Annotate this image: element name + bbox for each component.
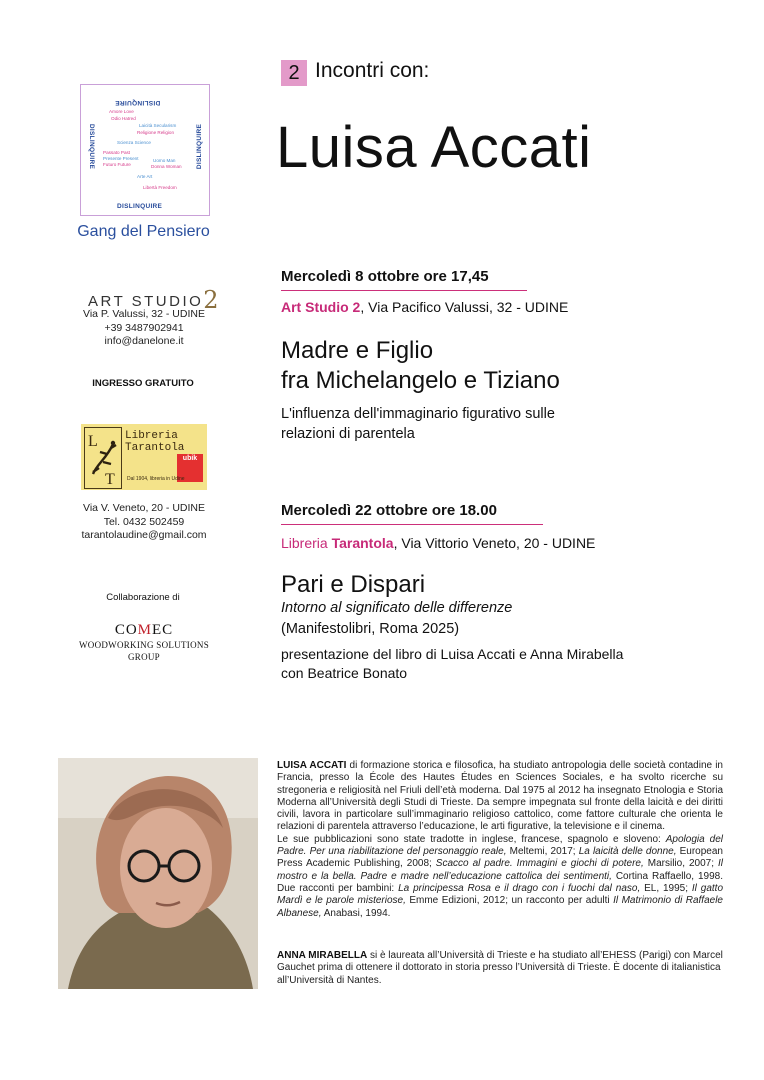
art-studio-address: Via P. Valussi, 32 - UDINE (83, 308, 205, 320)
event1-venue: Art Studio 2, Via Pacifico Valussi, 32 - UDINE (281, 299, 569, 315)
libreria-since-text: Dal 1904, libreria in Udine (127, 476, 185, 482)
event1-title-line1: Madre e Figlio (281, 337, 434, 364)
lt-monogram-icon (84, 427, 122, 489)
libreria-phone: Tel. 0432 502459 (103, 515, 185, 528)
event2-presentation (281, 645, 623, 683)
art-studio-logo-text: ART STUDIO (88, 293, 204, 310)
event2-date-underline (281, 524, 543, 525)
event1-subtitle (281, 404, 555, 444)
logo-word: Amore Love (109, 109, 134, 114)
libreria-address: Via V. Veneto, 20 - UDINE (83, 502, 205, 514)
event2-date: Mercoledì 22 ottobre ore 18.00 (281, 502, 497, 519)
event1-date-underline (281, 290, 527, 291)
logo-word: Odio Hatred (111, 116, 136, 121)
dislinquire-label-top: DISLINQUIRE (115, 99, 161, 106)
logo-word: Passato Past (103, 150, 131, 155)
event2-title: Pari e Dispari (281, 571, 426, 598)
free-entry-label: INGRESSO GRATUITO (92, 378, 194, 389)
art-studio-logo-number: 2 (203, 286, 219, 314)
event1-subtitle-line1: L'influenza dell'immaginario figurativo sulle (281, 406, 555, 422)
gang-del-pensiero-label: Gang del Pensiero (77, 223, 210, 240)
bio-anna-mirabella: ANNA MIRABELLA si è laureata all’Università di Trieste e ha studiato all’EHESS (Parigi) con Marcel Gauchet prima di ottenere il dottorato in storia presso l’Università di Trieste. È docente di italianistica all’Università di Nantes. (277, 950, 723, 986)
libreria-tarantola-logo (81, 424, 207, 490)
logo-word: Donna Woman (151, 164, 182, 169)
bio-accati-p1: LUISA ACCATI di formazione storica e filosofica, ha studiato antropologia delle società contadine in Francia, presso la École des Hautes Études en Sciences Sociales, e ha svolto ricerche su stregoneria e religiosità nel Friuli dell’età moderna. Dal 1975 al 2012 ha insegnato Etnologia e Storia Moderna all’Università degli Studi di Trieste. Da sempre impegnata sul fronte della laicità e dei diritti civili, lavora in particolare sull’immaginario religioso cattolico, come fattore culturale che orienta le relazioni di parentela attraverso l’educazione, le arti figurative, la televisione e il cinema. (277, 760, 723, 833)
logo-word: Laicità Secularism (139, 123, 177, 128)
speaker-name-title: Luisa Accati (276, 115, 592, 180)
event1-subtitle-line2: relazioni di parentela (281, 426, 415, 442)
art-studio-contacts (70, 308, 218, 349)
event1-date: Mercoledì 8 ottobre ore 17,45 (281, 268, 489, 285)
logo-word: Scienza Science (117, 140, 151, 145)
event2-presentation-line1: presentazione del libro di Luisa Accati e Anna Mirabella (281, 646, 624, 662)
logo-word: Religione Religion (137, 130, 175, 135)
comec-logo-group: GROUP (127, 652, 160, 662)
libreria-email: tarantolaudine@gmail.com (81, 529, 207, 541)
dislinquire-label-bottom: DISLINQUIRE (117, 203, 163, 210)
svg-text:T: T (105, 471, 115, 488)
event2-venue: Libreria Tarantola, Via Vittorio Veneto, 20 - UDINE (281, 535, 596, 551)
libreria-logo-title: Libreria Tarantola (125, 430, 185, 454)
logo-word: Libertà Freedom (143, 185, 177, 190)
event2-subtitle: Intorno al significato delle differenze (281, 600, 513, 616)
bio-accati-p2: Le sue pubblicazioni sono state tradotte in inglese, francese, spagnolo e sloveno: Apologia del Padre. Per una riabilitazione del personaggio reale, Meltemi, 2017; La laicità delle donne, European Press Academic Publishing, 2008; Scacco al padre. Immagini e giochi di potere, Marsilio, 2007; Il mostro e la bella. Padre e madre nell’educazione cattolica dei sentimenti, Cortina Raffaello, 1998. Due racconti per bambini: La principessa Rosa e il drago con i fuochi dal naso, EL, 1995; Il gatto Mardì e le parole misteriose, Emme Edizioni, 2012; un racconto per adulti Il Matrimonio di Raffaele Albanese, Anabasi, 1994. (277, 833, 724, 919)
dislinquire-label-left: DISLINQUIRE (88, 123, 96, 170)
bio-luisa-accati (277, 760, 723, 920)
comec-logo-subtitle: WOODWORKING SOLUTIONS (78, 640, 210, 650)
event2-presentation-line2: con Beatrice Bonato (281, 665, 408, 681)
dislinquire-logo (80, 84, 210, 216)
libreria-contacts (70, 502, 218, 543)
comec-logo-name: COMEC (114, 622, 174, 638)
ubik-badge-text: ubik (182, 455, 198, 462)
incontri-heading: Incontri con: (315, 59, 430, 82)
collaboration-label: Collaborazione di (106, 592, 180, 603)
logo-word: Presente Present (103, 156, 139, 161)
comec-logo (65, 622, 223, 663)
art-studio-email: info@danelone.it (104, 335, 184, 347)
luisa-accati-photo (58, 758, 258, 989)
svg-text:L: L (88, 433, 98, 450)
logo-word: Arte Art (137, 174, 153, 179)
dislinquire-label-right: DISLINQUIRE (196, 123, 204, 170)
event-count-badge: 2 (281, 60, 307, 86)
event2-publisher: (Manifestolibri, Roma 2025) (281, 621, 460, 637)
art-studio-phone: +39 3487902941 (104, 321, 184, 334)
logo-word: Futuro Future (103, 162, 131, 167)
event1-title (281, 336, 560, 396)
event1-title-line2: fra Michelangelo e Tiziano (281, 367, 560, 394)
logo-word: Uomo Man (153, 158, 176, 163)
